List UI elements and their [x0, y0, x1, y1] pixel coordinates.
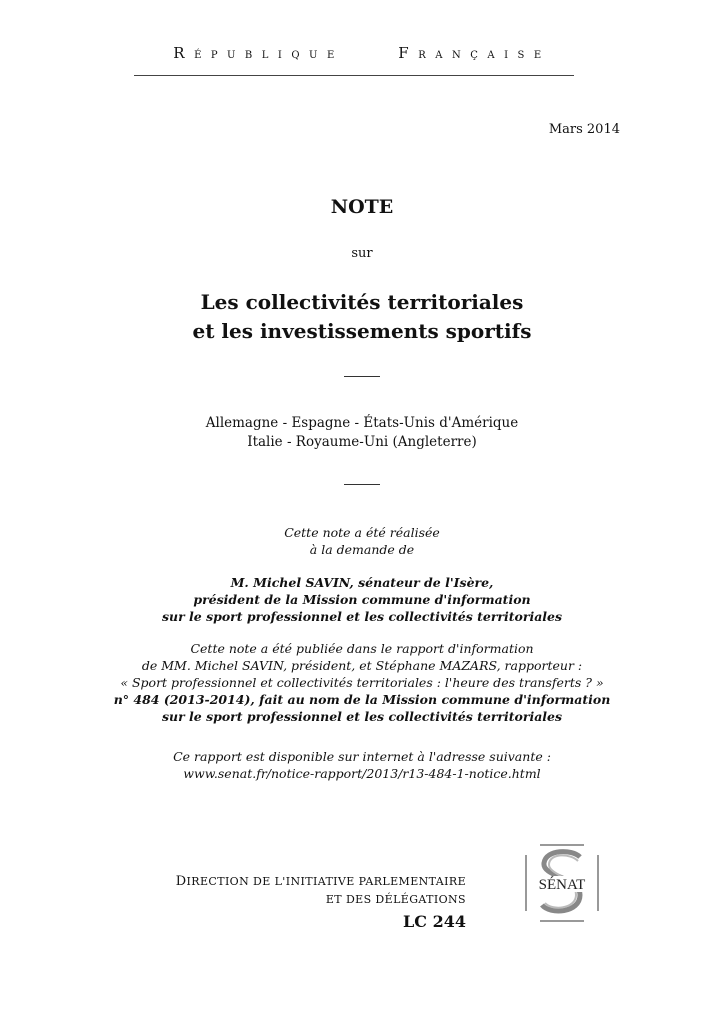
- section-divider: [344, 484, 380, 485]
- document-date: Mars 2014: [548, 122, 620, 137]
- countries-list: Allemagne - Espagne - États-Unis d'Amérique Italie - Royaume-Uni (Angleterre): [205, 415, 519, 450]
- publication-block: Cette note a été publiée dans le rapport d'information de MM. Michel SAVIN, président, et Stéphane MAZARS, rapporteur : « Sport professionnel et collectivités territoriales : l'heure des transferts ? » n° 484 (2013-2014), fait au nom de la Mission commune d'information sur le sport professionnel et les collectivités territoriales: [113, 641, 611, 724]
- main-title: Les collectivités territoriales et les investissements sportifs: [192, 290, 532, 343]
- report-url[interactable]: www.senat.fr/notice-rapport/2013/r13-484-1-notice.html: [183, 766, 541, 781]
- document-code: LC 244: [403, 912, 466, 931]
- section-divider: [344, 376, 380, 377]
- availability-block: Ce rapport est disponible sur internet à l'adresse suivante : www.senat.fr/notice-rapport/2013/r13-484-1-notice.html: [0, 748, 724, 782]
- note-title: NOTE: [330, 196, 394, 218]
- svg-text:SÉNAT: SÉNAT: [538, 877, 586, 893]
- direction-label: DIRECTION DE L'INITIATIVE PARLEMENTAIRE ET DES DÉLÉGATIONS: [175, 874, 466, 906]
- requester-block: M. Michel SAVIN, sénateur de l'Isère, président de la Mission commune d'information sur le sport professionnel et les collectivités territoriales: [161, 575, 563, 624]
- senat-logo-icon: [522, 843, 602, 923]
- republique-francaise-header: RÉPUBLIQUE FRANÇAISE: [173, 44, 551, 62]
- request-statement: Cette note a été réalisée à la demande de: [284, 525, 440, 557]
- header-divider: [134, 75, 574, 76]
- sur-label: sur: [351, 246, 373, 261]
